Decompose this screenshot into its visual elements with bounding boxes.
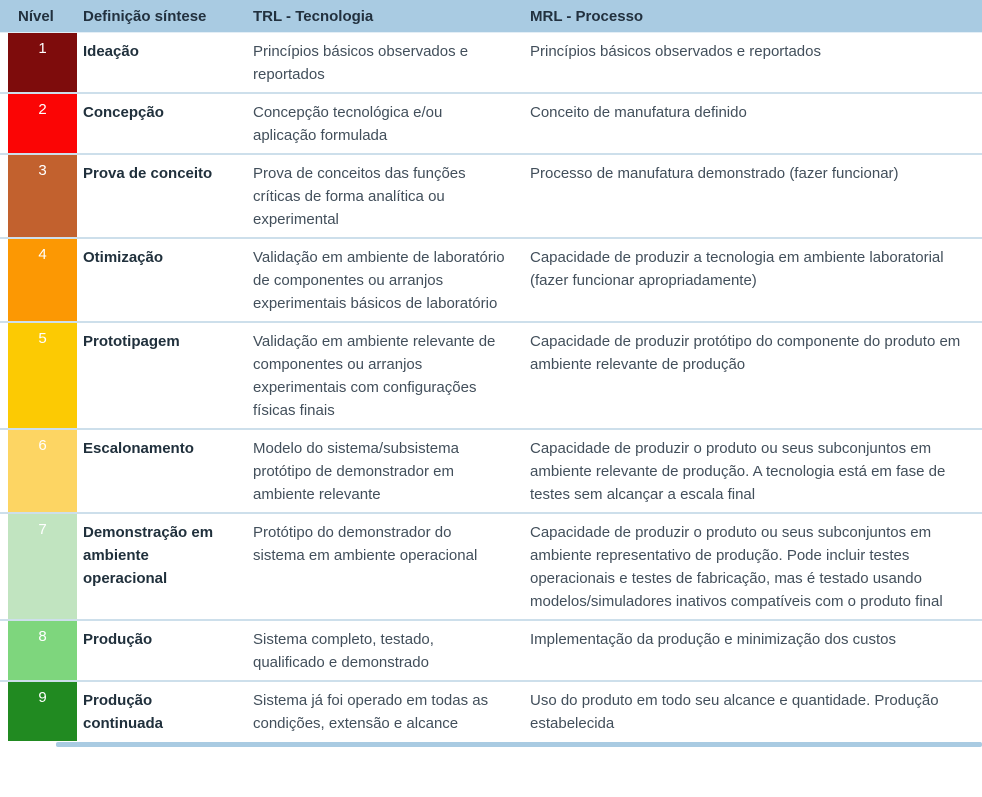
trl-cell: Prova de conceitos das funções críticas de forma analítica ou experimental [253, 165, 466, 228]
mrl-cell: Conceito de manufatura definido [530, 104, 747, 121]
trl-cell: Princípios básicos observados e reportados [253, 43, 469, 83]
level-badge: 1 [8, 33, 77, 92]
table-row-5 [0, 323, 982, 430]
definition-cell: Produção continuada [83, 692, 164, 732]
mrl-cell: Capacidade de produzir protótipo do componente do produto em ambiente relevante de produção [530, 333, 961, 373]
table-row-9 [0, 682, 982, 741]
level-badge: 4 [8, 239, 77, 321]
table-header-row [0, 0, 982, 33]
definition-cell: Ideação [83, 43, 139, 60]
definition-cell: Produção [83, 631, 153, 648]
column-header-trl: TRL - Tecnologia [253, 7, 374, 25]
row-spacer [0, 621, 8, 680]
table-row-1 [0, 33, 982, 94]
row-spacer [0, 239, 8, 321]
trl-cell: Validação em ambiente relevante de componentes ou arranjos experimentais com configurações físicas finais [253, 333, 496, 419]
table-row-8 [0, 621, 982, 682]
definition-cell: Otimização [83, 249, 164, 266]
trl-cell: Protótipo do demonstrador do sistema em ambiente operacional [253, 524, 478, 564]
definition-cell: Prototipagem [83, 333, 180, 350]
level-badge: 3 [8, 155, 77, 237]
trl-cell: Sistema já foi operado em todas as condições, extensão e alcance [253, 692, 489, 732]
level-badge: 8 [8, 621, 77, 680]
level-badge: 9 [8, 682, 77, 741]
definition-cell: Prova de conceito [83, 165, 213, 182]
definition-cell: Escalonamento [83, 440, 194, 457]
trl-cell: Validação em ambiente de laboratório de componentes ou arranjos experimentais básicos de laboratório [253, 249, 505, 312]
trl-cell: Modelo do sistema/subsistema protótipo de demonstrador em ambiente relevante [253, 440, 459, 503]
column-header-mrl: MRL - Processo [530, 7, 644, 25]
level-badge: 7 [8, 514, 77, 619]
trl-cell: Concepção tecnológica e/ou aplicação formulada [253, 104, 443, 144]
row-spacer [0, 33, 8, 92]
mrl-cell: Capacidade de produzir o produto ou seus subconjuntos em ambiente representativo de produção. Pode incluir testes operacionais e testes de fabricação, mas é testado usando modelos/simuladores inativos compatíveis com o produto final [530, 524, 943, 610]
definition-cell: Concepção [83, 104, 164, 121]
table-row-2 [0, 94, 982, 155]
table-row-3 [0, 155, 982, 239]
level-badge: 2 [8, 94, 77, 153]
mrl-cell: Uso do produto em todo seu alcance e quantidade. Produção estabelecida [530, 692, 939, 732]
row-spacer [0, 94, 8, 153]
row-spacer [0, 155, 8, 237]
mrl-cell: Princípios básicos observados e reportados [530, 43, 821, 60]
column-header-definicao: Definição síntese [83, 7, 207, 25]
level-badge: 5 [8, 323, 77, 428]
mrl-cell: Processo de manufatura demonstrado (fazer funcionar) [530, 165, 899, 182]
trl-cell: Sistema completo, testado, qualificado e demonstrado [253, 631, 434, 671]
mrl-cell: Capacidade de produzir o produto ou seus subconjuntos em ambiente relevante de produção. A tecnologia está em fase de testes sem alcançar a escala final [530, 440, 946, 503]
definition-cell: Demonstração em ambiente operacional [83, 524, 214, 587]
mrl-cell: Capacidade de produzir a tecnologia em ambiente laboratorial (fazer funcionar apropriadamente) [530, 249, 944, 289]
table-bottom-border [56, 742, 982, 747]
table-row-7 [0, 514, 982, 621]
row-spacer [0, 682, 8, 741]
column-header-nivel: Nível [18, 7, 54, 25]
row-spacer [0, 430, 8, 512]
row-spacer [0, 323, 8, 428]
level-badge: 6 [8, 430, 77, 512]
mrl-cell: Implementação da produção e minimização dos custos [530, 631, 897, 648]
table-row-6 [0, 430, 982, 514]
row-spacer [0, 514, 8, 619]
table-row-4 [0, 239, 982, 323]
